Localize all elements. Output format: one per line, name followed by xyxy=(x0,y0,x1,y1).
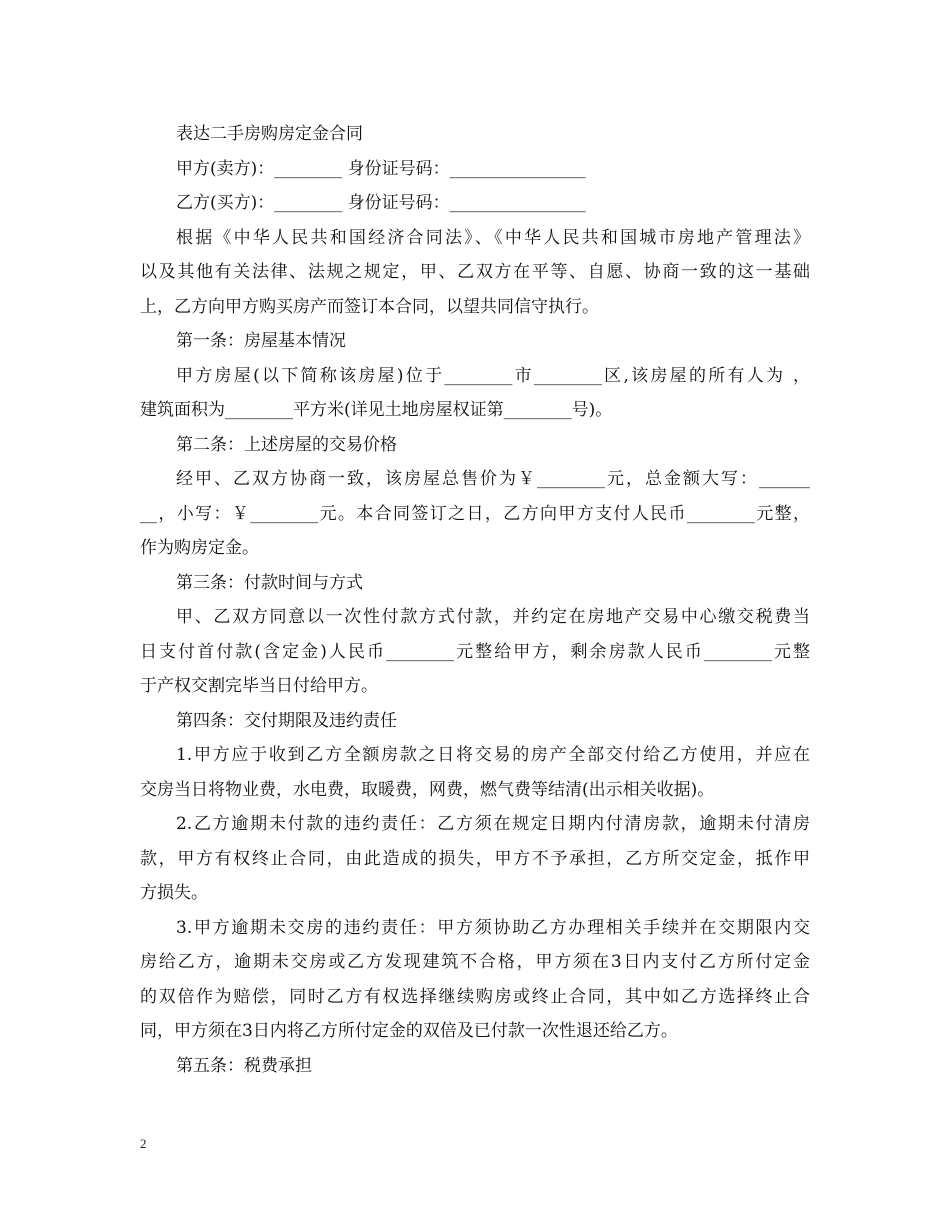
article-4-heading: 第四条：交付期限及违约责任 xyxy=(176,710,397,731)
article-4-clause-3-line-2: 房给乙方，逾期未交房或乙方发现建筑不合格，甲方须在3日内支付乙方所付定金 xyxy=(140,952,810,972)
preamble-line-3: 上，乙方向甲方购买房产而签订本合同，以望共同信守执行。 xyxy=(140,296,599,317)
article-1-line-2: 建筑面积为________平方米(详见土地房屋权证第________号)。 xyxy=(140,400,613,420)
page-number: 2 xyxy=(140,1136,147,1151)
article-4-clause-3-line-4: 同，甲方须在3日内将乙方所付定金的双倍及已付款一次性退还给乙方。 xyxy=(140,1021,678,1041)
article-1-line-1: 甲方房屋(以下简称该房屋)位于________市________区,该房屋的所有人为 ， xyxy=(176,365,810,386)
document-body xyxy=(140,117,810,1083)
article-4-clause-2-line-3: 方损失。 xyxy=(140,883,208,903)
article-4-clause-3-line-1: 3.甲方逾期未交房的违约责任：甲方须协助乙方办理相关手续并在交期限内交 xyxy=(176,917,810,938)
article-1-heading: 第一条：房屋基本情况 xyxy=(176,331,346,351)
article-2-line-2: __，小写：￥________元。本合同签订之日，乙方向甲方支付人民币________元整， xyxy=(140,503,810,524)
article-2-line-3: 作为购房定金。 xyxy=(140,538,259,558)
party-a-line: 甲方(卖方)：________ 身份证号码：________________ xyxy=(176,158,586,179)
article-4-clause-1-line-1: 1.甲方应于收到乙方全额房款之日将交易的房产全部交付给乙方使用，并应在 xyxy=(176,745,810,765)
article-4-clause-1-line-2: 交房当日将物业费，水电费，取暖费，网费，燃气费等结清(出示相关收据)。 xyxy=(140,779,715,800)
article-4-clause-2-line-2: 款，甲方有权终止合同，由此造成的损失，甲方不予承担，乙方所交定金，抵作甲 xyxy=(140,848,810,869)
article-3-line-2: 日支付首付款(含定金)人民币________元整给甲方，剩余房款人民币________元整 xyxy=(140,641,810,662)
article-5-heading: 第五条：税费承担 xyxy=(176,1055,312,1076)
article-3-heading: 第三条：付款时间与方式 xyxy=(176,572,363,593)
article-4-clause-3-line-3: 的双倍作为赔偿，同时乙方有权选择继续购房或终止合同，其中如乙方选择终止合 xyxy=(140,986,810,1007)
article-3-line-3: 于产权交割完毕当日付给甲方。 xyxy=(140,676,378,696)
article-4-clause-2-line-1: 2.乙方逾期未付款的违约责任：乙方须在规定日期内付清房款，逾期未付清房 xyxy=(176,814,810,834)
preamble-line-2: 以及其他有关法律、法规之规定，甲、乙双方在平等、自愿、协商一致的这一基础 xyxy=(140,262,810,282)
party-b-line: 乙方(买方)：________ 身份证号码：________________ xyxy=(176,193,586,213)
document-title: 表达二手房购房定金合同 xyxy=(176,124,363,144)
article-2-line-1: 经甲、乙双方协商一致，该房屋总售价为￥________元，总金额大写：______ xyxy=(176,469,810,489)
preamble-line-1: 根据《中华人民共和国经济合同法》、《中华人民共和国城市房地产管理法》 xyxy=(176,227,810,248)
article-2-heading: 第二条：上述房屋的交易价格 xyxy=(176,434,397,455)
article-3-line-1: 甲、乙双方同意以一次性付款方式付款，并约定在房地产交易中心缴交税费当 xyxy=(176,607,810,627)
